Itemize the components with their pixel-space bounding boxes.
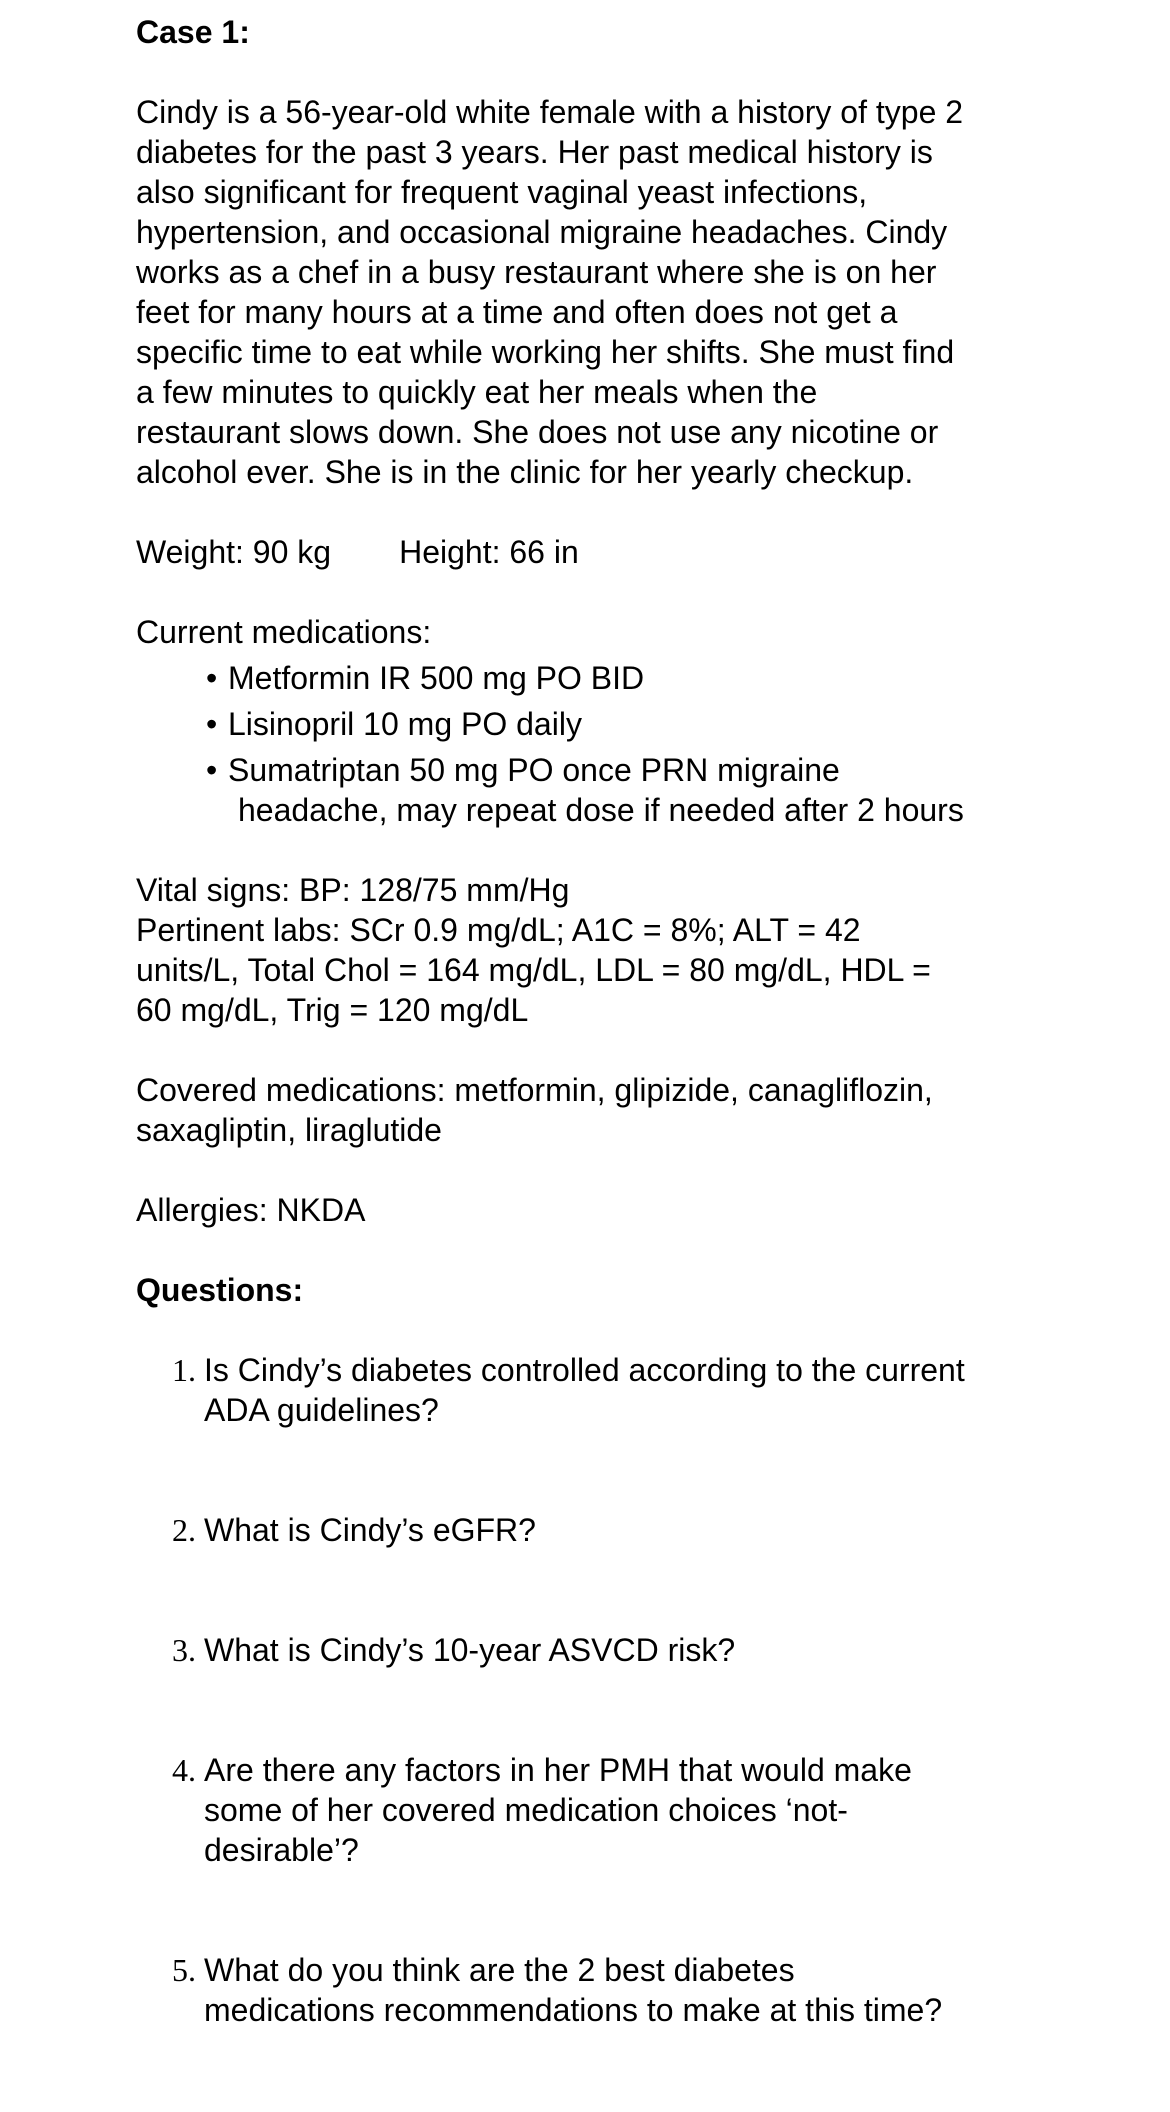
document-page bbox=[136, 12, 1036, 2030]
description-line: alcohol ever. She is in the clinic for her yearly checkup. bbox=[136, 454, 914, 490]
allergies: Allergies: NKDA bbox=[136, 1192, 366, 1228]
question-text: What is Cindy’s eGFR? bbox=[204, 1512, 536, 1548]
vital-signs: Vital signs: BP: 128/75 mm/Hg bbox=[136, 872, 570, 908]
description-line: hypertension, and occasional migraine headaches. Cindy bbox=[136, 214, 948, 250]
medication-item bbox=[206, 704, 1036, 744]
description-line: also significant for frequent vaginal yeast infections, bbox=[136, 174, 868, 210]
questions-list bbox=[136, 1350, 1036, 2030]
medication-text-continued: headache, may repeat dose if needed after 2 hours bbox=[238, 792, 964, 828]
covered-medications bbox=[136, 1070, 1036, 1150]
question-text: ADA guidelines? bbox=[204, 1392, 439, 1428]
labs-line: units/L, Total Chol = 164 mg/dL, LDL = 80 mg/dL, HDL = bbox=[136, 952, 931, 988]
question-item bbox=[136, 1950, 1036, 2030]
question-item bbox=[136, 1750, 1036, 1870]
question-text: Is Cindy’s diabetes controlled according to the current bbox=[204, 1352, 965, 1388]
description-line: specific time to eat while working her shifts. She must find bbox=[136, 334, 955, 370]
medications-section bbox=[136, 612, 1036, 830]
weight-text: Weight: 90 kg bbox=[136, 534, 332, 570]
bullet-icon: • bbox=[206, 660, 218, 696]
question-text: What do you think are the 2 best diabetes bbox=[204, 1952, 795, 1988]
description-line: feet for many hours at a time and often does not get a bbox=[136, 294, 898, 330]
question-number: 2. bbox=[172, 1512, 196, 1548]
description-line: Cindy is a 56-year-old white female with a history of type 2 bbox=[136, 94, 964, 130]
question-number: 1. bbox=[172, 1352, 196, 1388]
bullet-icon: • bbox=[206, 752, 218, 788]
medication-text: Sumatriptan 50 mg PO once PRN migraine bbox=[228, 752, 840, 788]
vitals-labs-section bbox=[136, 870, 1036, 1030]
description-line: restaurant slows down. She does not use any nicotine or bbox=[136, 414, 939, 450]
question-text: What is Cindy’s 10-year ASVCD risk? bbox=[204, 1632, 736, 1668]
questions-heading: Questions: bbox=[136, 1272, 304, 1308]
medication-item bbox=[206, 750, 1036, 830]
question-item bbox=[136, 1510, 1036, 1550]
labs-line: Pertinent labs: SCr 0.9 mg/dL; A1C = 8%; ALT = 42 bbox=[136, 912, 861, 948]
question-item bbox=[136, 1350, 1036, 1430]
medications-list bbox=[136, 658, 1036, 830]
question-text: desirable’? bbox=[204, 1832, 359, 1868]
labs-line: 60 mg/dL, Trig = 120 mg/dL bbox=[136, 992, 529, 1028]
case-title: Case 1: bbox=[136, 14, 250, 50]
description-line: works as a chef in a busy restaurant where she is on her bbox=[136, 254, 937, 290]
question-number: 5. bbox=[172, 1952, 196, 1988]
question-text: medications recommendations to make at this time? bbox=[204, 1992, 943, 2028]
question-text: some of her covered medication choices ‘not- bbox=[204, 1792, 848, 1828]
question-item bbox=[136, 1630, 1036, 1670]
measurements bbox=[136, 532, 1036, 572]
covered-line: Covered medications: metformin, glipizide, canagliflozin, bbox=[136, 1072, 933, 1108]
question-number: 3. bbox=[172, 1632, 196, 1668]
description-line: diabetes for the past 3 years. Her past medical history is bbox=[136, 134, 933, 170]
question-number: 4. bbox=[172, 1752, 196, 1788]
medication-item bbox=[206, 658, 1036, 698]
covered-line: saxagliptin, liraglutide bbox=[136, 1112, 442, 1148]
height-text: Height: 66 in bbox=[399, 534, 579, 570]
medications-heading: Current medications: bbox=[136, 614, 432, 650]
bullet-icon: • bbox=[206, 706, 218, 742]
case-description bbox=[136, 92, 1036, 492]
description-line: a few minutes to quickly eat her meals when the bbox=[136, 374, 818, 410]
medication-text: Lisinopril 10 mg PO daily bbox=[228, 706, 582, 742]
question-text: Are there any factors in her PMH that would make bbox=[204, 1752, 912, 1788]
medication-text: Metformin IR 500 mg PO BID bbox=[228, 660, 645, 696]
